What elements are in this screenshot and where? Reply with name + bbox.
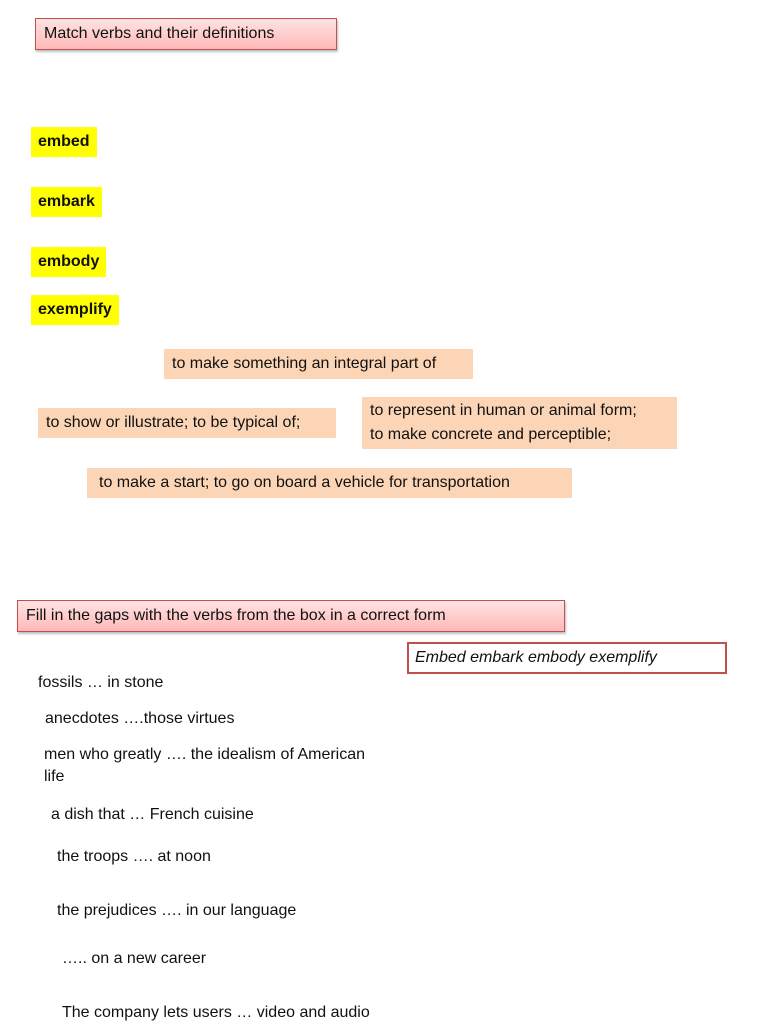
sentence-7: ….. on a new career (62, 950, 207, 967)
sentence-4: a dish that … French cuisine (51, 806, 254, 823)
definition-integral-part: to make something an integral part of (164, 349, 473, 379)
sentence-5: the troops …. at noon (57, 848, 211, 865)
verb-exemplify: exemplify (31, 295, 119, 325)
sentence-3 (44, 744, 365, 788)
sentence-3-line2: life (44, 768, 65, 785)
fill-gaps-title: Fill in the gaps with the verbs from the box in a correct form (17, 600, 565, 632)
sentence-8: The company lets users … video and audio (62, 1004, 370, 1021)
verb-embed: embed (31, 127, 97, 157)
verb-embark: embark (31, 187, 102, 217)
definition-represent-form (362, 397, 677, 449)
sentence-1: fossils … in stone (38, 674, 164, 691)
match-task-title: Match verbs and their definitions (35, 18, 337, 50)
definition-represent-line1: to represent in human or animal form; (370, 402, 637, 419)
definition-represent-line2: to make concrete and perceptible; (370, 426, 612, 443)
word-box: Embed embark embody exemplify (407, 642, 727, 674)
sentence-2: anecdotes ….those virtues (45, 710, 235, 727)
sentence-3-line1: men who greatly …. the idealism of American (44, 746, 366, 763)
verb-embody: embody (31, 247, 106, 277)
definition-make-start: to make a start; to go on board a vehicle for transportation (87, 468, 572, 498)
definition-show-illustrate: to show or illustrate; to be typical of; (38, 408, 336, 438)
sentence-6: the prejudices …. in our language (57, 902, 297, 919)
